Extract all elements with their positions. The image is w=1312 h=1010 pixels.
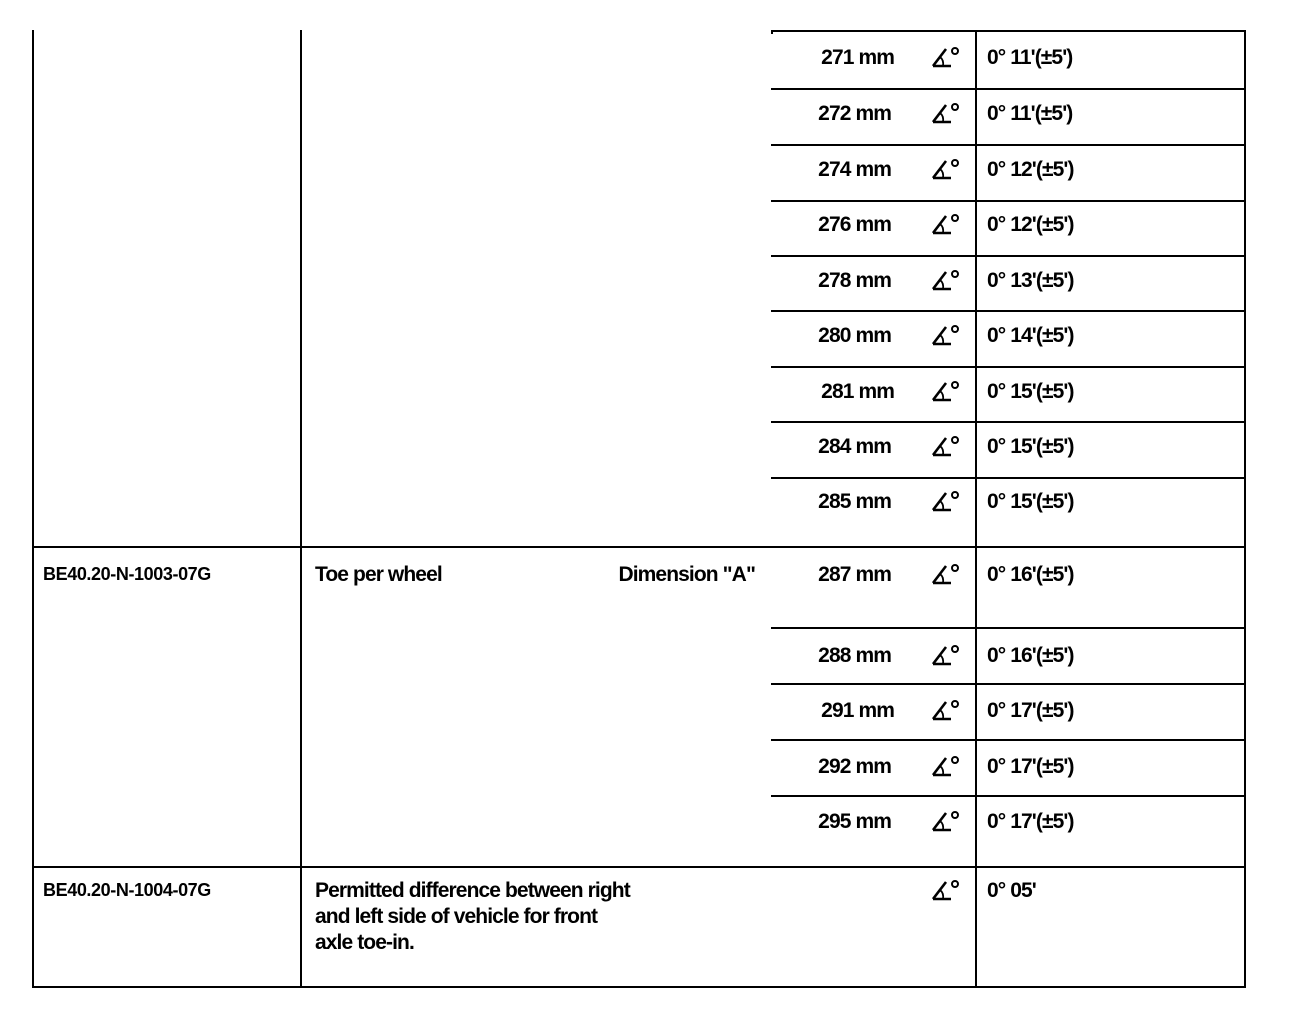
measure-value: 272 mm xyxy=(818,102,891,125)
measure-value: 278 mm xyxy=(818,269,891,292)
row-separator xyxy=(771,739,1246,741)
spec-description: Permitted difference between right and left side of vehicle for front axle toe-in. xyxy=(315,879,630,954)
row-separator xyxy=(771,255,1246,257)
angle-degree-icon xyxy=(930,561,960,587)
measure-value: 274 mm xyxy=(818,158,891,181)
row-separator xyxy=(771,144,1246,146)
row-separator xyxy=(771,88,1246,90)
toe-angle-value: 0° 15'(±5') xyxy=(987,490,1074,513)
measure-value: 291 mm xyxy=(821,699,894,722)
spec-description: Toe per wheel xyxy=(315,563,442,586)
dimension-label: Dimension "A" xyxy=(618,563,755,586)
angle-degree-icon xyxy=(930,378,960,404)
measure-value: 276 mm xyxy=(818,213,891,236)
row-separator xyxy=(771,421,1246,423)
toe-angle-value: 0° 15'(±5') xyxy=(987,435,1074,458)
spec-code: BE40.20-N-1003-07G xyxy=(43,564,211,584)
spec-code: BE40.20-N-1004-07G xyxy=(43,880,211,900)
angle-degree-icon xyxy=(930,642,960,668)
row-separator xyxy=(771,683,1246,685)
angle-degree-icon xyxy=(930,877,960,903)
measure-value: 285 mm xyxy=(818,490,891,513)
section-separator xyxy=(32,546,1246,548)
angle-degree-icon xyxy=(930,808,960,834)
toe-angle-value: 0° 11'(±5') xyxy=(987,102,1073,125)
toe-angle-value: 0° 15'(±5') xyxy=(987,380,1074,403)
column-divider-value xyxy=(975,30,977,988)
table-bottom-border xyxy=(32,986,1246,988)
toe-difference-value: 0° 05' xyxy=(987,879,1036,902)
row-separator xyxy=(771,310,1246,312)
toe-angle-value: 0° 14'(±5') xyxy=(987,324,1074,347)
angle-degree-icon xyxy=(930,44,960,70)
measure-value: 284 mm xyxy=(818,435,891,458)
angle-degree-icon xyxy=(930,267,960,293)
section-separator xyxy=(32,866,1246,868)
measure-value: 271 mm xyxy=(821,46,894,69)
toe-angle-value: 0° 12'(±5') xyxy=(987,158,1074,181)
measure-value: 288 mm xyxy=(818,644,891,667)
row-separator xyxy=(771,366,1246,368)
toe-angle-value: 0° 13'(±5') xyxy=(987,269,1074,292)
angle-degree-icon xyxy=(930,433,960,459)
measure-value: 280 mm xyxy=(818,324,891,347)
measure-value: 287 mm xyxy=(818,563,891,586)
table-right-border xyxy=(1244,30,1246,988)
toe-angle-value: 0° 16'(±5') xyxy=(987,563,1074,586)
toe-angle-value: 0° 11'(±5') xyxy=(987,46,1073,69)
row-separator xyxy=(771,627,1246,629)
row-separator xyxy=(771,795,1246,797)
toe-angle-value: 0° 12'(±5') xyxy=(987,213,1074,236)
row-separator xyxy=(771,200,1246,202)
row-separator xyxy=(771,477,1246,479)
toe-angle-value: 0° 17'(±5') xyxy=(987,755,1074,778)
angle-degree-icon xyxy=(930,753,960,779)
table-top-border xyxy=(771,30,1246,32)
toe-angle-value: 0° 17'(±5') xyxy=(987,699,1074,722)
table-left-border xyxy=(32,30,34,988)
angle-degree-icon xyxy=(930,156,960,182)
toe-angle-value: 0° 17'(±5') xyxy=(987,810,1074,833)
angle-degree-icon xyxy=(930,211,960,237)
toe-angle-value: 0° 16'(±5') xyxy=(987,644,1074,667)
measure-value: 281 mm xyxy=(821,380,894,403)
angle-degree-icon xyxy=(930,100,960,126)
measure-value: 295 mm xyxy=(818,810,891,833)
column-divider-code xyxy=(300,30,302,988)
angle-degree-icon xyxy=(930,322,960,348)
measure-value: 292 mm xyxy=(818,755,891,778)
angle-degree-icon xyxy=(930,697,960,723)
angle-degree-icon xyxy=(930,488,960,514)
